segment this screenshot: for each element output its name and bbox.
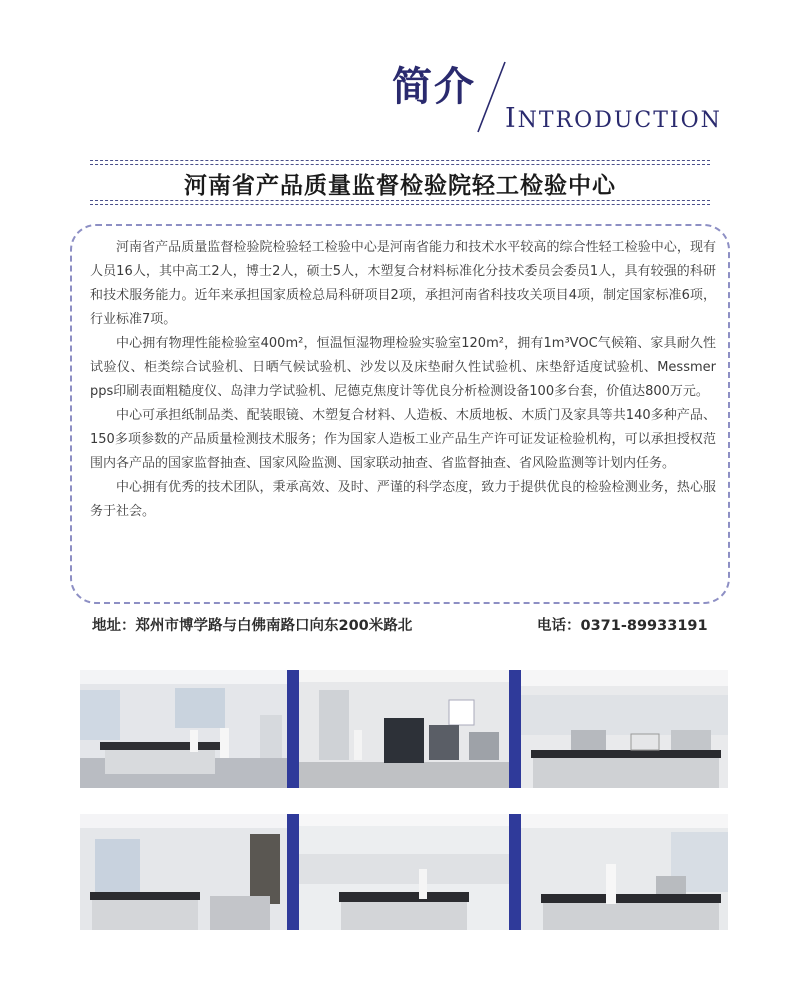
intro-body — [90, 236, 716, 524]
contact-address: 地址：郑州市博学路与白佛南路口向东200米路北 — [92, 618, 413, 634]
header-title-en-rest: NTRODUCTION — [517, 108, 722, 133]
lab-photo-row — [80, 814, 728, 930]
photo-separator — [509, 670, 521, 788]
org-title-band — [90, 160, 710, 208]
lab-photo — [521, 814, 728, 930]
lab-photo — [80, 814, 287, 930]
divider — [90, 204, 710, 205]
header-title-en-initial: I — [505, 103, 518, 134]
header-slash-divider — [0, 0, 800, 160]
lab-photo — [299, 814, 509, 930]
lab-photo — [299, 670, 509, 788]
intro-paragraph: 中心可承担纸制品类、配装眼镜、木塑复合材料、人造板、木质地板、木质门及家具等共140多种产品、150多项参数的产品质量检测技术服务；作为国家人造板工业产品生产许可证发证检验机构，可以承担授权范围内各产品的国家监督抽查、国家风险监测、国家联动抽查、省监督抽查、省风险监测等计划内任务。 — [90, 408, 716, 471]
header-title-en — [505, 103, 722, 134]
intro-paragraph: 中心拥有物理性能检验室400m²，恒温恒湿物理检验实验室120m²，拥有1m³VOC气候箱、家具耐久性试验仪、柜类综合试验机、日晒气候试验机、沙发以及床垫耐久性试验机、床垫舒适度试验机、Messmer pps印刷表面粗糙度仪、岛津力学试验机、尼德克焦度计等优良分析检测设备100多台套，价值达800万元。 — [90, 336, 716, 399]
contact-phone: 电话：0371-89933191 — [537, 618, 708, 634]
lab-photo — [80, 670, 287, 788]
org-title: 河南省产品质量监督检验院轻工检验中心 — [184, 173, 616, 199]
divider — [90, 200, 710, 201]
photo-separator — [287, 670, 299, 788]
photo-separator — [509, 814, 521, 930]
intro-paragraph: 河南省产品质量监督检验院检验轻工检验中心是河南省能力和技术水平较高的综合性轻工检验中心，现有人员16人，其中高工2人，博士2人，硕士5人，木塑复合材料标准化分技术委员会委员1人，具有较强的科研和技术服务能力。近年来承担国家质检总局科研项目2项，承担河南省科技攻关项目4项，制定国家标准6项，行业标准7项。 — [90, 240, 716, 327]
header-title-cn: 简介 — [392, 64, 476, 110]
divider — [90, 164, 710, 165]
divider — [90, 160, 710, 161]
photo-separator — [287, 814, 299, 930]
lab-photo-row — [80, 670, 728, 788]
intro-paragraph: 中心拥有优秀的技术团队，秉承高效、及时、严谨的科学态度，致力于提供优良的检验检测业务，热心服务于社会。 — [90, 480, 716, 519]
lab-photo — [521, 670, 728, 788]
